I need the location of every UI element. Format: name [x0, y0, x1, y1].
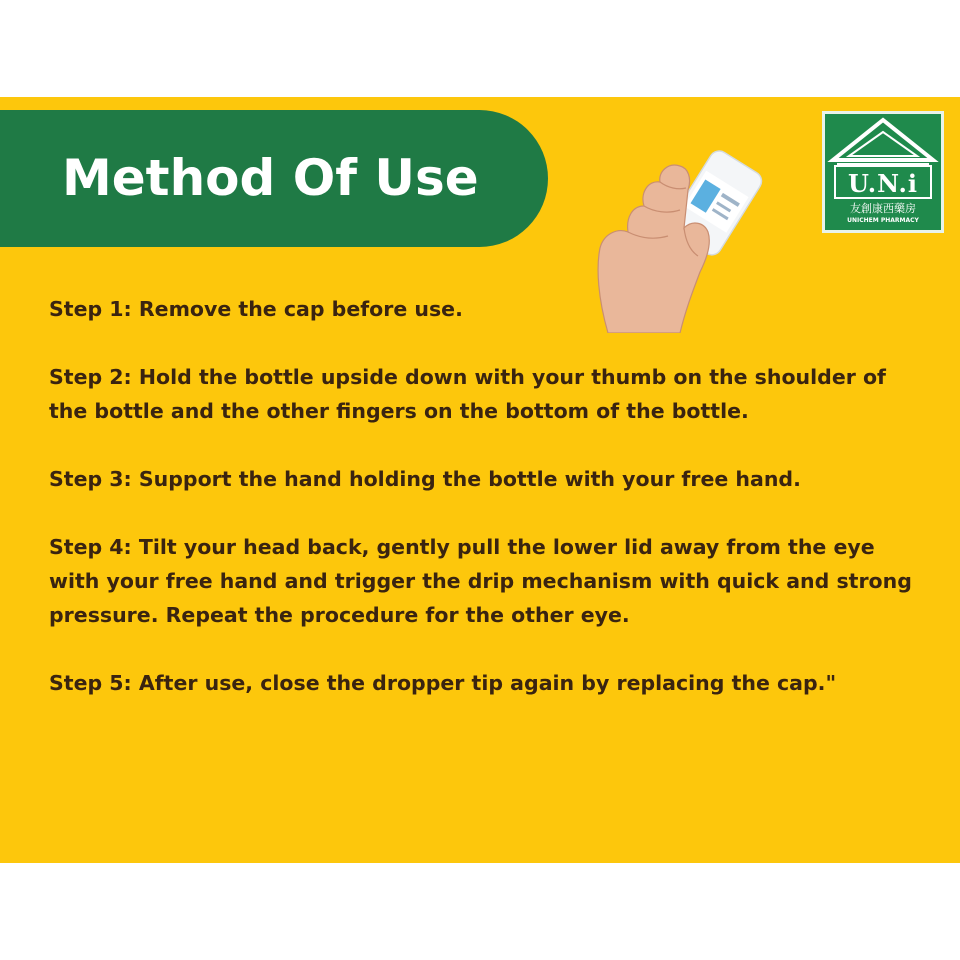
steps-list — [49, 292, 929, 734]
page-title: Method Of Use — [62, 149, 479, 207]
logo-subtitle: UNICHEM PHARMACY — [847, 217, 919, 224]
logo-letters: U.N.i — [848, 169, 918, 198]
step-3: Step 3: Support the hand holding the bottle with your free hand. — [49, 467, 801, 491]
logo-chinese-name: 友創康西藥房 — [850, 202, 916, 215]
step-1: Step 1: Remove the cap before use. — [49, 297, 463, 321]
step-5: Step 5: After use, close the dropper tip again by replacing the cap." — [49, 671, 837, 695]
unichem-logo — [822, 111, 944, 233]
step-4: Step 4: Tilt your head back, gently pull the lower lid away from the eye with your free hand and trigger the drip mechanism with quick and strong pressure. Repeat the procedure for the other eye. — [49, 535, 912, 627]
step-2: Step 2: Hold the bottle upside down with your thumb on the shoulder of the bottle and the other fingers on the bottom of the bottle. — [49, 365, 886, 423]
